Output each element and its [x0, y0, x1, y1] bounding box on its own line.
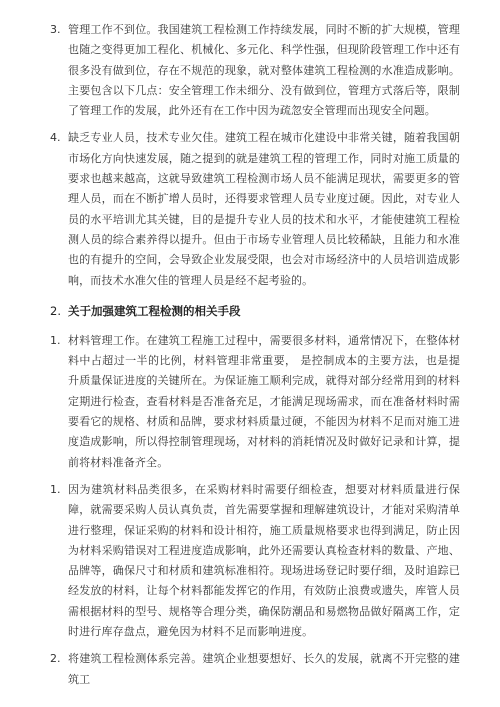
- list-text: 缺乏专业人员，技术专业欠佳。建筑工程在城市化建设中非常关键，随着我国朝市场化方向快速发展，随之提到的就是建筑工程的管理工作，同时对施工质量的要求也越来越高，这就导致建筑工程检测市场人员不能满足现状，需要更多的管理人员，而在不断扩增人员时，还得要求管理人员专业度过硬。因此，对专业人员的水平培训尤其关键，目的是提升专业人员的技术和水平，才能使建筑工程检测人员的综合素养得以提升。但由于市场专业管理人员比较稀缺，且能力和水准也的有提升的空间，会导致企业发展受限，也会对市场经济中的人员培训造成影响，而技术水准欠佳的管理人员是经不起考验的。: [68, 131, 460, 287]
- list-text: 管理工作不到位。我国建筑工程检测工作持续发展，同时不断的扩大规模，管理也随之变得更加工程化、机械化、多元化、科学性强，但现阶段管理工作中还有很多没有做到位，存在不规范的现象，就对整体建筑工程检测的水准造成影响。主要包含以下几点：安全管理工作未细分、没有做到位，管理方式落后等，限制了管理工作的发展，此外还有在工作中因为疏忽安全管理而出现安全问题。: [68, 23, 460, 118]
- section-heading: [40, 301, 460, 321]
- list-item: [40, 331, 460, 473]
- list-item: [40, 128, 460, 290]
- list-number: 3.: [50, 23, 61, 36]
- list-item: [40, 20, 460, 121]
- section-title: 关于加强建筑工程检测的相关手段: [68, 303, 241, 318]
- list-text: 将建筑工程检测体系完善。建筑企业想要想好、长久的发展，就离不开完整的建筑工: [68, 652, 460, 686]
- list-number: 1.: [50, 482, 61, 496]
- list-item: [40, 480, 460, 642]
- list-number: 2.: [50, 652, 61, 666]
- list-text: 因为建筑材料品类很多，在采购材料时需要仔细检查，想要对材料质量进行保障，就需要采购人员认真负责，首先需要掌握和理解建筑设计，才能对采购清单进行整理，保证采购的材料和设计相符，施工质量规格要求也得到满足，防止因为材料采购错误对工程进度造成影响，此外还需要认真检查材料的数量、产地、品牌等，确保尺寸和材质和建筑标准相符。现场进场登记时要仔细，及时追踪已经发放的材料，让每个材料都能发挥它的作用，有效防止浪费或遗失，库管人员需根据材料的型号、规格等合理分类，确保防潮品和易燃物品做好隔离工作，定时进行库存盘点，避免因为材料不足而影响进度。: [68, 482, 460, 639]
- list-number: 1.: [50, 333, 61, 347]
- list-item: [40, 649, 460, 690]
- list-text: 材料管理工作。在建筑工程施工过程中，需要很多材料，通常情况下，在整体材料中占超过一半的比例，材料管理非常重要， 是控制成本的主要方法，也是提升质量保证进度的关键所在。为保证施工顺利完成，就得对部分经常用到的材料定期进行检查，查看材料是否准备充足，才能满足现场需求，而在准备材料时需要看它的规格、材质和品牌，要求材料质量过硬，不能因为材料不足而对施工进度造成影响，所以得控制管理现场，对材料的消耗情况及时做好记录和计算，提前将材料准备齐全。: [68, 333, 460, 469]
- section-number: 2.: [50, 303, 61, 318]
- list-number: 4.: [50, 131, 61, 145]
